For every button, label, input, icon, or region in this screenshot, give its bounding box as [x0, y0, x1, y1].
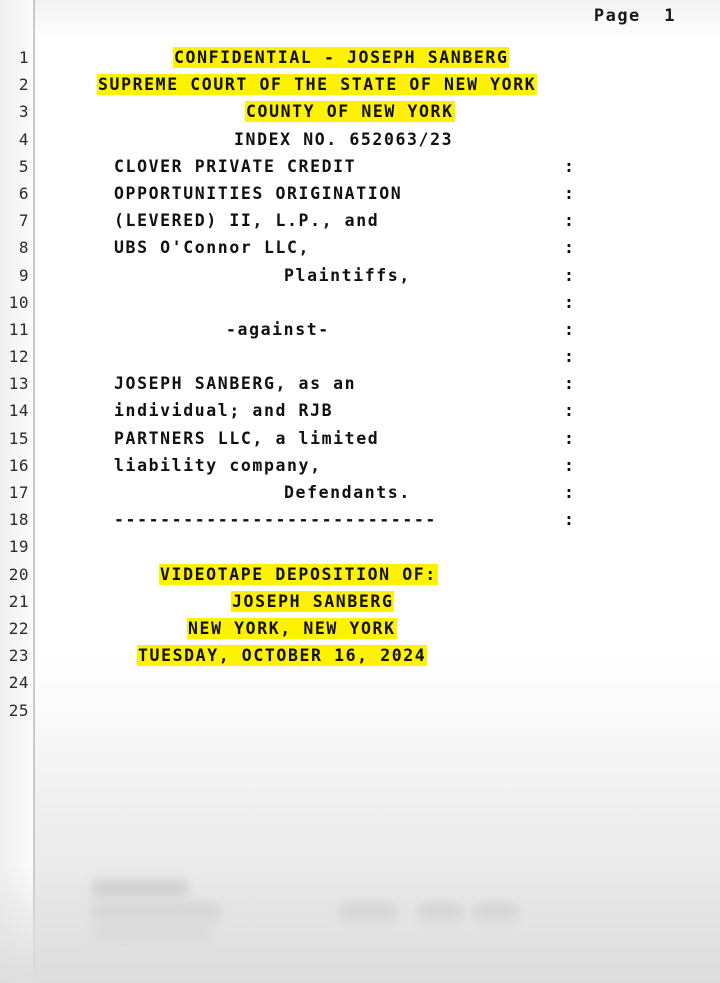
line-number: 20 [8, 564, 29, 584]
line-number: 2 [18, 75, 29, 95]
redacted-block-2 [92, 903, 220, 921]
redacted-block-5 [418, 903, 462, 921]
transcript-line [56, 71, 716, 98]
line-number: 6 [18, 183, 29, 203]
line-number: 4 [18, 129, 29, 149]
caption-colon: : [564, 428, 576, 448]
highlighted-text: SUPREME COURT OF THE STATE OF NEW YORK [98, 75, 537, 95]
line-number: 3 [18, 102, 29, 122]
highlighted-text: COUNTY OF NEW YORK [246, 102, 454, 122]
transcript-line [56, 126, 716, 153]
line-number: 7 [18, 211, 29, 231]
transcript-line [56, 343, 716, 370]
caption-colon: : [564, 265, 576, 285]
line-number: 5 [18, 156, 29, 176]
line-number: 21 [8, 591, 29, 611]
transcript-line [56, 370, 716, 397]
transcript-line [56, 615, 716, 642]
line-number: 22 [8, 618, 29, 638]
transcript-line [56, 262, 716, 289]
transcript-text: liability company, [114, 455, 322, 475]
transcript-text: Defendants. [284, 483, 411, 502]
line-number: 19 [8, 537, 29, 557]
transcript-text: Plaintiffs, [284, 265, 411, 285]
transcript-text: OPPORTUNITIES ORIGINATION [114, 183, 403, 203]
transcript-text: individual; and RJB [114, 401, 334, 421]
transcript-body [56, 44, 716, 669]
transcript-line [56, 153, 716, 180]
line-number: 11 [8, 319, 29, 339]
margin-rule [33, 0, 35, 983]
line-number: 17 [8, 483, 29, 502]
caption-colon: : [564, 292, 576, 312]
highlighted-text: CONFIDENTIAL - JOSEPH SANBERG [174, 48, 509, 67]
line-number: 15 [8, 428, 29, 448]
caption-colon: : [564, 183, 576, 203]
transcript-line [56, 452, 716, 479]
transcript-text: JOSEPH SANBERG, as an [114, 374, 357, 394]
transcript-line [56, 98, 716, 125]
caption-colon: : [564, 347, 576, 367]
transcript-text: INDEX NO. 652063/23 [234, 129, 454, 149]
line-number: 13 [8, 374, 29, 394]
transcript-line [56, 44, 716, 71]
caption-colon: : [564, 374, 576, 394]
highlighted-text: JOSEPH SANBERG [232, 591, 394, 611]
line-number: 16 [8, 455, 29, 475]
transcript-text: (LEVERED) II, L.P., and [114, 211, 380, 231]
transcript-line [56, 506, 716, 533]
transcript-line [56, 479, 716, 506]
transcript-line [56, 289, 716, 316]
highlighted-text: NEW YORK, NEW YORK [188, 618, 396, 638]
transcript-text: UBS O'Connor LLC, [114, 238, 311, 258]
line-number: 25 [8, 700, 29, 720]
line-number: 9 [18, 265, 29, 285]
transcript-text: CLOVER PRIVATE CREDIT [114, 156, 357, 176]
transcript-line [56, 642, 716, 669]
highlighted-text: TUESDAY, OCTOBER 16, 2024 [138, 646, 427, 666]
transcript-line [56, 180, 716, 207]
highlighted-text: VIDEOTAPE DEPOSITION OF: [160, 564, 437, 584]
line-number: 12 [8, 347, 29, 367]
caption-colon: : [564, 211, 576, 231]
caption-colon: : [564, 510, 576, 530]
redacted-block-6 [474, 903, 518, 921]
transcript-text: ---------------------------- [114, 510, 437, 530]
caption-colon: : [564, 455, 576, 475]
caption-colon: : [564, 319, 576, 339]
line-number: 1 [18, 48, 29, 67]
transcript-line [56, 533, 716, 560]
line-number: 8 [18, 238, 29, 258]
line-number: 24 [8, 673, 29, 693]
caption-colon: : [564, 238, 576, 258]
page-number-header: Page 1 [593, 6, 676, 26]
transcript-text: -against- [226, 319, 330, 339]
redacted-block-1 [92, 880, 188, 898]
caption-colon: : [564, 156, 576, 176]
line-number: 10 [8, 292, 29, 312]
redacted-block-3 [92, 926, 212, 944]
transcript-text: PARTNERS LLC, a limited [114, 428, 380, 448]
caption-colon: : [564, 401, 576, 421]
transcript-line [56, 316, 716, 343]
caption-colon: : [564, 483, 576, 502]
transcript-line [56, 234, 716, 261]
transcript-line [56, 207, 716, 234]
transcript-line [56, 425, 716, 452]
transcript-line [56, 397, 716, 424]
line-number: 14 [8, 401, 29, 421]
line-number: 18 [8, 510, 29, 530]
transcript-line [56, 588, 716, 615]
redacted-block-4 [340, 903, 396, 921]
transcript-line [56, 561, 716, 588]
line-number: 23 [8, 646, 29, 666]
line-number-gutter [0, 44, 31, 724]
